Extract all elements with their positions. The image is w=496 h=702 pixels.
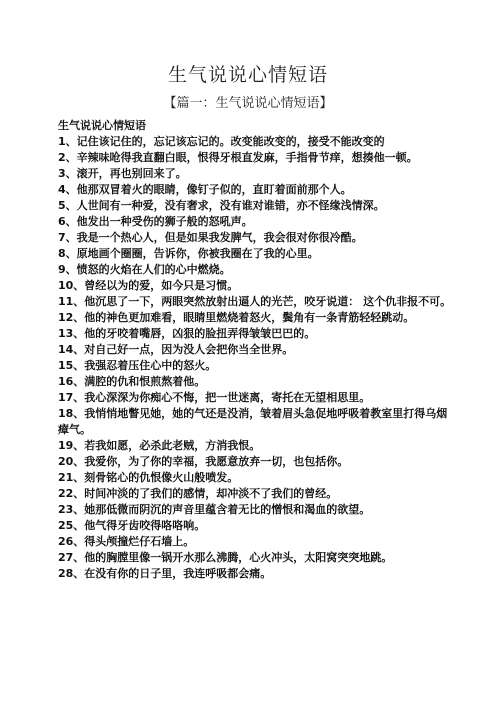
list-item: 21、刻骨铭心的仇恨像火山般喷发。 — [58, 471, 239, 484]
list-item: 20、我爱你，为了你的幸福，我愿意放弃一切，也包括你。 — [58, 455, 349, 468]
list-item: 6、他发出一种受伤的狮子般的怒吼声。 — [58, 215, 253, 228]
list-item: 1、记住该记住的，忘记该忘记的。改变能改变的，接受不能改变的 — [58, 135, 385, 148]
list-item: 17、我心深深为你痴心不悔，把一世迷离，寄托在无望相思里。 — [58, 391, 371, 404]
phrase-list — [58, 134, 456, 582]
list-item: 8、原地画个圈圈，告诉你，你被我圈在了我的心里。 — [58, 247, 319, 260]
document-body — [58, 118, 456, 582]
list-item: 14、对自己好一点，因为没人会把你当全世界。 — [58, 343, 294, 356]
list-item: 16、满腔的仇和恨煎熬着他。 — [58, 375, 206, 388]
list-item: 28、在没有你的日子里，我连呼吸都会痛。 — [58, 567, 272, 580]
list-item: 25、他气得牙齿咬得咯咯响。 — [58, 519, 206, 532]
list-item: 9、愤怒的火焰在人们的心中燃烧。 — [58, 263, 231, 276]
list-item: 10、曾经以为的爱，如今只是习惯。 — [58, 279, 239, 292]
document-title: 生气说说心情短语 — [167, 64, 328, 86]
list-item: 12、他的神色更加难看，眼睛里燃烧着怒火，鬓角有一条青筋轻轻跳动。 — [58, 311, 415, 324]
list-item: 27、他的胸膛里像一锅开水那么沸腾，心火冲头，太阳窝突突地跳。 — [58, 551, 393, 564]
list-item: 23、她那低微而阴沉的声音里蕴含着无比的憎恨和渴血的欲望。 — [58, 503, 371, 516]
list-item: 26、得头颅撞烂仔石墙上。 — [58, 535, 195, 548]
list-item: 13、他的牙咬着嘴唇，凶狠的脸扭弄得皱皱巴巴的。 — [58, 327, 316, 340]
list-item: 15、我强忍着压住心中的怒火。 — [58, 359, 217, 372]
section-heading: 生气说说心情短语 — [58, 119, 146, 132]
list-item: 11、他沉思了一下，两眼突然放射出逼人的光芒，咬牙说道： 这个仇非报不可。 — [58, 295, 452, 308]
list-item: 22、时间冲淡的了我们的感情，却冲淡不了我们的曾经。 — [58, 487, 338, 500]
list-item: 3、滚开，再也别回来了。 — [58, 167, 187, 180]
list-item: 19、若我如愿，必杀此老贼，方消我恨。 — [58, 439, 261, 452]
list-item: 2、辛辣味呛得我直翻白眼，恨得牙根直发麻，手指骨节痒，想揍他一顿。 — [58, 151, 418, 164]
list-item: 4、他那双冒着火的眼睛，像钉子似的，直盯着面前那个人。 — [58, 183, 352, 196]
document-subtitle: 【篇一：生气说说心情短语】 — [163, 96, 333, 111]
list-item: 5、人世间有一种爱，没有奢求，没有谁对谁错，亦不怪缘浅情深。 — [58, 199, 385, 212]
list-item: 18、我悄悄地瞥见她，她的气还是没消，皱着眉头急促地呼吸着教室里打得乌烟瘴气。 — [58, 407, 448, 436]
list-item: 7、我是一个热心人，但是如果我发脾气，我会很对你很冷酷。 — [58, 231, 363, 244]
